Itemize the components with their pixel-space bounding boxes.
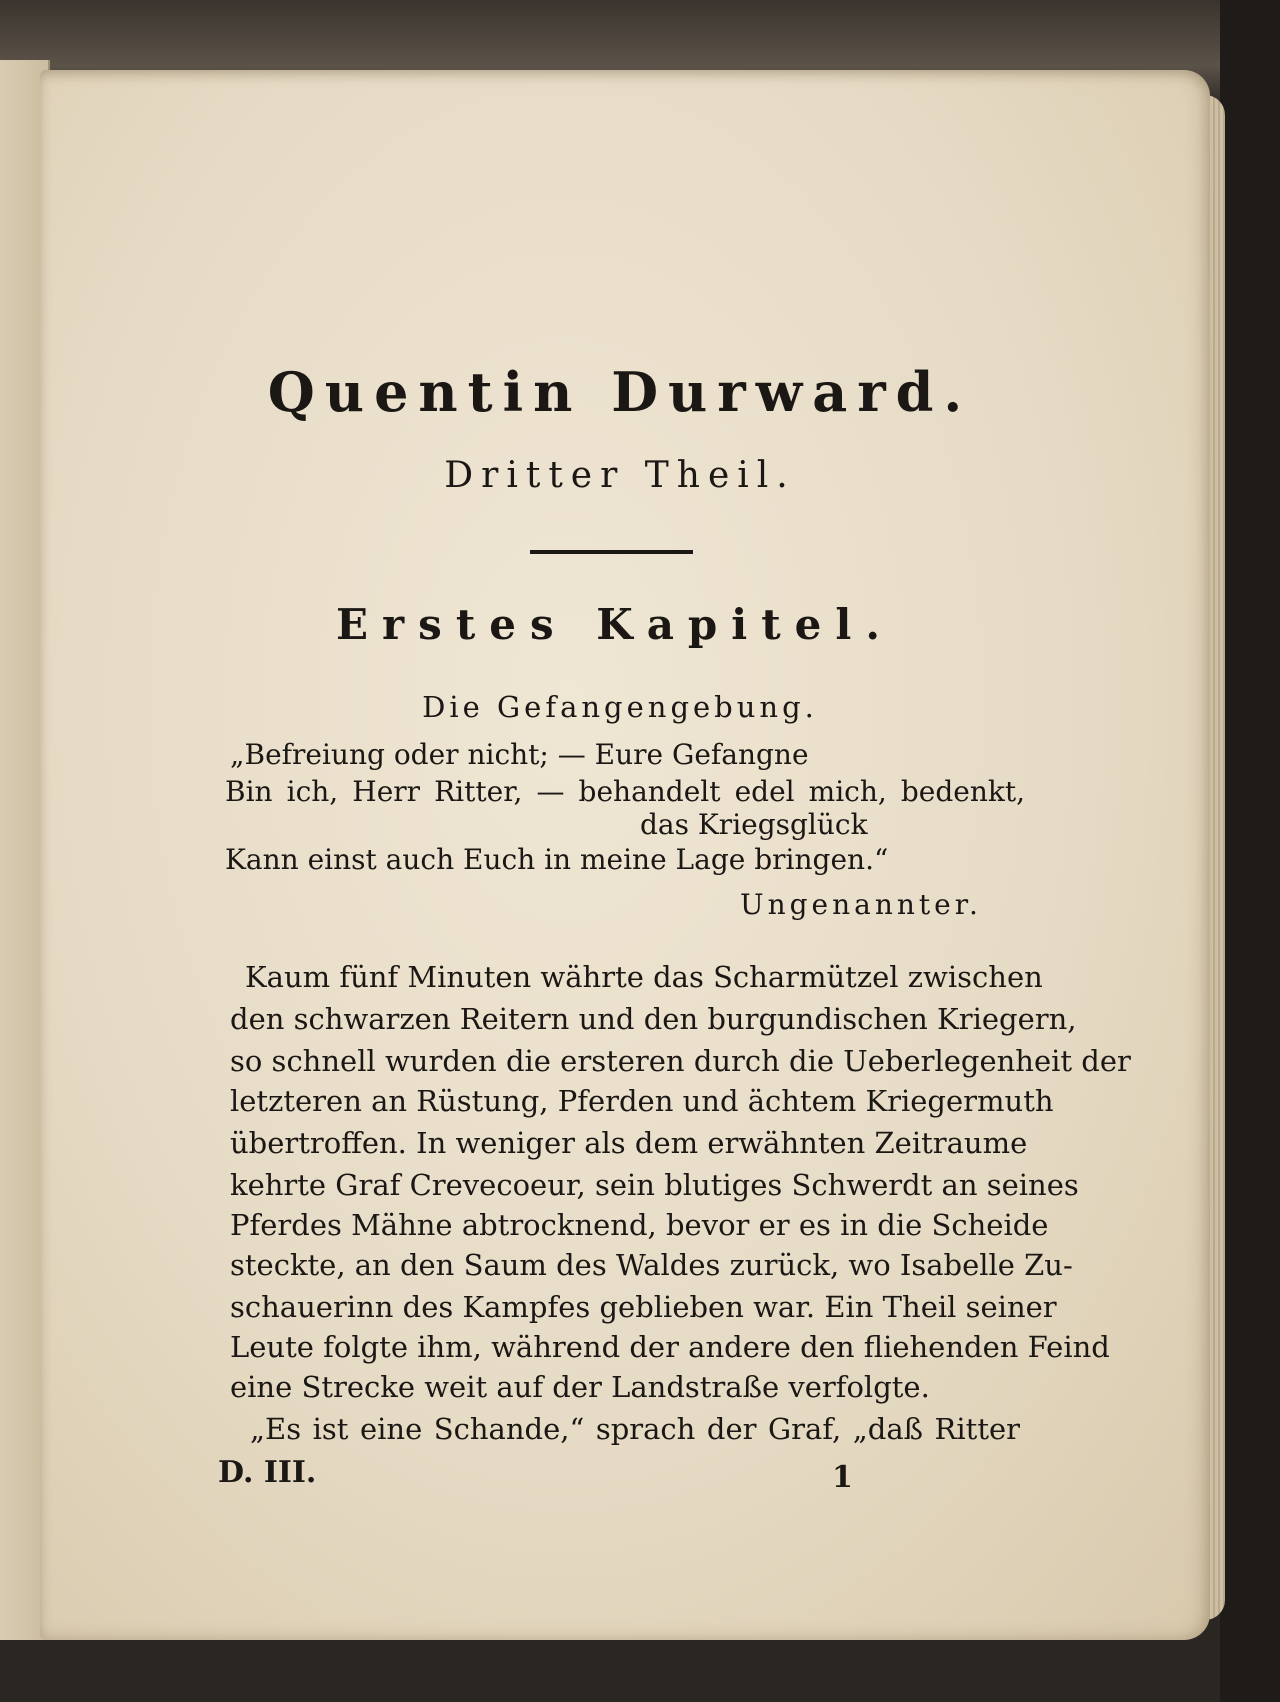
book-cover-edge bbox=[1220, 0, 1280, 1702]
chapter-heading: Erstes Kapitel. bbox=[336, 600, 894, 649]
body-line: eine Strecke weit auf der Landstraße verfolgte. bbox=[230, 1370, 930, 1404]
body-line: so schnell wurden die ersteren durch die Ueberlegenheit der bbox=[230, 1044, 1131, 1078]
body-line: Pferdes Mähne abtrocknend, bevor er es in die Scheide bbox=[230, 1208, 1049, 1242]
body-line: steckte, an den Saum des Waldes zurück, wo Isabelle Zu- bbox=[230, 1248, 1073, 1282]
body-line: übertroffen. In weniger als dem erwähnten Zeitraume bbox=[230, 1126, 1028, 1160]
epigraph-line: Bin ich, Herr Ritter, — behandelt edel mich, bedenkt, bbox=[225, 775, 1025, 808]
body-line: den schwarzen Reitern und den burgundischen Kriegern, bbox=[230, 1002, 1077, 1036]
signature-mark: D. III. bbox=[218, 1455, 317, 1490]
body-line: letzteren an Rüstung, Pferden und ächtem Kriegermuth bbox=[230, 1084, 1054, 1118]
book-part: Dritter Theil. bbox=[444, 455, 796, 496]
epigraph-line: das Kriegsglück bbox=[640, 808, 868, 841]
chapter-title: Die Gefangengebung. bbox=[422, 690, 818, 724]
body-line: kehrte Graf Crevecoeur, sein blutiges Schwerdt an seines bbox=[230, 1168, 1079, 1202]
epigraph-attribution: Ungenannter. bbox=[740, 888, 982, 921]
epigraph-line: Kann einst auch Euch in meine Lage bringen.“ bbox=[225, 843, 889, 876]
body-line: schauerinn des Kampfes geblieben war. Ein Theil seiner bbox=[230, 1290, 1057, 1324]
book-title: Quentin Durward. bbox=[267, 360, 973, 424]
title-rule bbox=[530, 550, 693, 554]
body-line: Leute folgte ihm, während der andere den fliehenden Feind bbox=[230, 1330, 1110, 1364]
epigraph-line: „Befreiung oder nicht; — Eure Gefangne bbox=[230, 738, 809, 771]
page-number: 1 bbox=[832, 1460, 853, 1495]
body-line: Kaum fünf Minuten währte das Scharmützel zwischen bbox=[245, 960, 1043, 994]
body-line: „Es ist eine Schande,“ sprach der Graf, „daß Ritter bbox=[250, 1412, 1020, 1446]
